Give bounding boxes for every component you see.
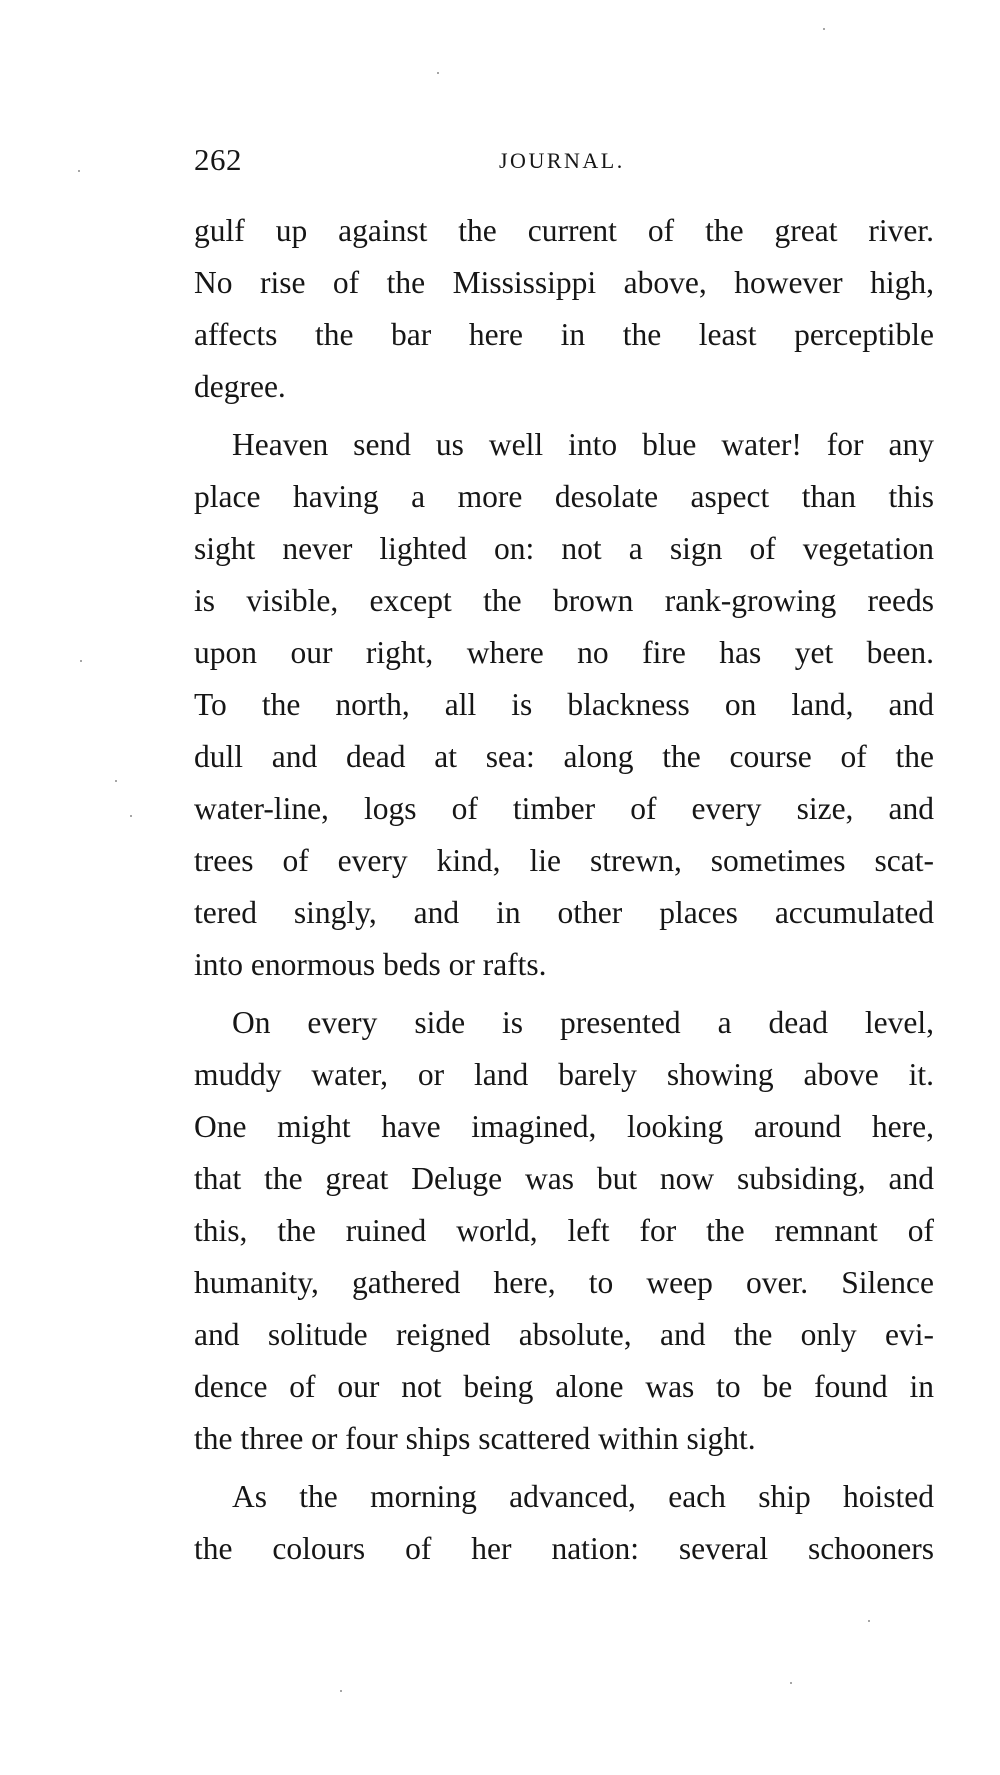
text-line: One might have imagined, looking around here, [194, 1109, 934, 1144]
paragraph [194, 1471, 934, 1575]
text-line: degree. [194, 369, 286, 404]
scan-speck [78, 170, 80, 172]
text-line: water-line, logs of timber of every size, and [194, 791, 934, 826]
text-line: sight never lighted on: not a sign of vegetation [194, 531, 934, 566]
text-line: place having a more desolate aspect than this [194, 479, 934, 514]
text-line: On every side is presented a dead level, [232, 1005, 934, 1040]
text-line: affects the bar here in the least perceptible [194, 317, 934, 352]
page-header [194, 142, 934, 182]
text-line: As the morning advanced, each ship hoisted [232, 1479, 934, 1514]
running-head: JOURNAL. [499, 148, 625, 173]
scan-speck [80, 660, 82, 662]
page-number: 262 [194, 142, 242, 177]
text-line: into enormous beds or rafts. [194, 947, 547, 982]
text-line: and solitude reigned absolute, and the only evi- [194, 1317, 934, 1352]
text-line: gulf up against the current of the great river. [194, 213, 934, 248]
text-line: tered singly, and in other places accumulated [194, 895, 934, 930]
text-line: Heaven send us well into blue water! for any [232, 427, 934, 462]
text-line: upon our right, where no fire has yet been. [194, 635, 934, 670]
scan-speck [823, 28, 825, 30]
text-line: muddy water, or land barely showing above it. [194, 1057, 934, 1092]
text-line: humanity, gathered here, to weep over. Silence [194, 1265, 934, 1300]
text-line: dull and dead at sea: along the course of the [194, 739, 934, 774]
text-line: that the great Deluge was but now subsiding, and [194, 1161, 934, 1196]
paragraph [194, 205, 934, 413]
text-line: No rise of the Mississippi above, however high, [194, 265, 934, 300]
scan-speck [868, 1620, 870, 1622]
text-line: the three or four ships scattered within sight. [194, 1421, 756, 1456]
text-line: dence of our not being alone was to be found in [194, 1369, 934, 1404]
paragraph [194, 419, 934, 991]
scan-speck [340, 1690, 342, 1692]
text-line: To the north, all is blackness on land, and [194, 687, 934, 722]
paragraph [194, 997, 934, 1465]
text-line: trees of every kind, lie strewn, sometimes scat- [194, 843, 934, 878]
text-line: is visible, except the brown rank-growing reeds [194, 583, 934, 618]
text-line: this, the ruined world, left for the remnant of [194, 1213, 934, 1248]
text-line: the colours of her nation: several schooners [194, 1531, 934, 1566]
body-text [194, 205, 934, 1581]
scan-speck [790, 1682, 792, 1684]
scan-speck [130, 815, 132, 817]
scan-speck [437, 72, 439, 74]
scan-speck [115, 780, 117, 782]
